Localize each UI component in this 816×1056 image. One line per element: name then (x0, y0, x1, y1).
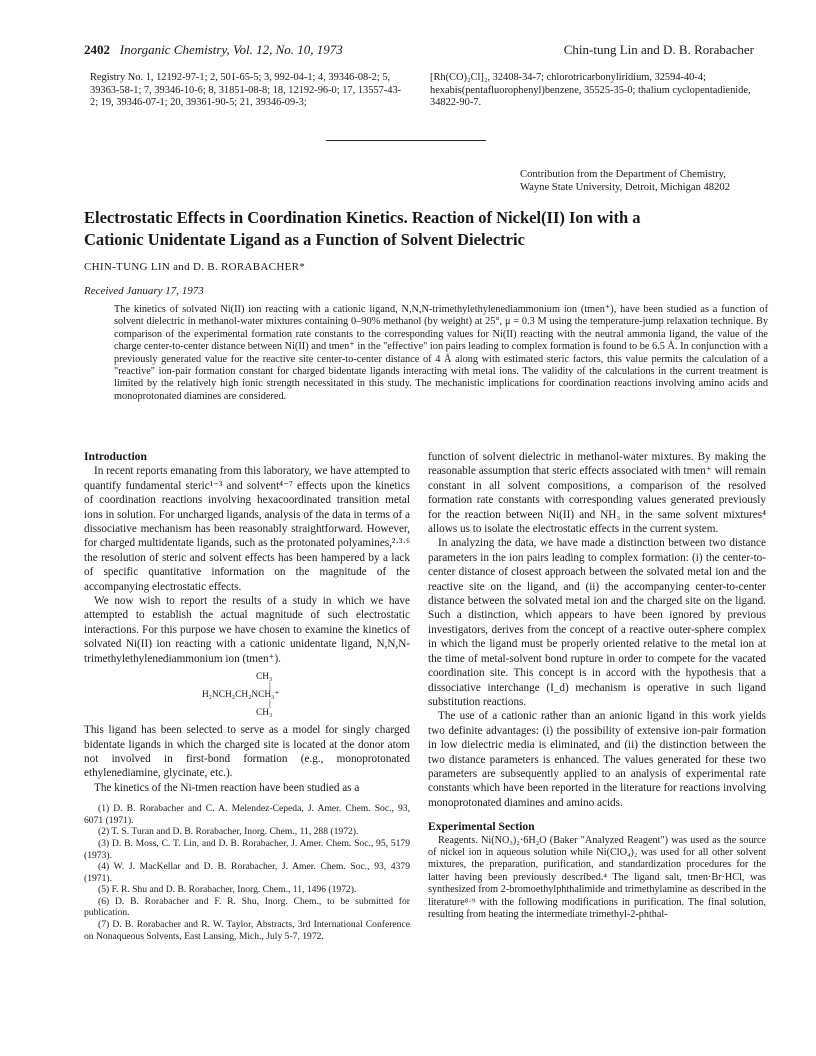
formula-main: H₂NCH₂CH₂NCH₃⁺ (202, 690, 280, 701)
intro-continued-paragraph: function of solvent dielectric in methanol-water mixtures. By making the reasonable assumption that steric effects associated with tmen⁺ will remain constant in all solvent compositions, a comparison of the resolved formation rate constants with corresponding values generated previously for the reaction between Ni(II) and NH₃ in the same solvent mixtures⁴ allows us to isolate the electrostatic effects in the current system. (428, 451, 766, 536)
contribution-line-2: Wayne State University, Detroit, Michigan 48202 (520, 182, 730, 193)
experimental-heading: Experimental Section (428, 820, 535, 834)
reference-2: (2) T. S. Turan and D. B. Rorabacher, Inorg. Chem., 11, 288 (1972). (98, 826, 359, 838)
journal-citation: Inorganic Chemistry, Vol. 12, No. 10, 1973 (119, 42, 343, 57)
right-column (428, 450, 766, 921)
page-number: 2402 (84, 42, 110, 57)
left-column (84, 450, 410, 942)
formula-bond-top: | (269, 681, 271, 692)
running-authors: Chin-tung Lin and D. B. Rorabacher (563, 42, 754, 57)
reference-6: (6) D. B. Rorabacher and F. R. Shu, Inorg. Chem., to be submitted for publication. (84, 895, 410, 919)
reference-7: (7) D. B. Rorabacher and R. W. Taylor, Abstracts, 3rd International Conference on Nonaqueous Solvents, East Lansing, Mich., July 5-7, 1972. (84, 919, 410, 942)
abstract: The kinetics of solvated Ni(II) ion reacting with a cationic ligand, N,N,N-trimethylethylenediammonium ion (tmen⁺), have been studied as a function of solvent dielectric in methanol-water mixtures containing 0–90% methanol (by weight) at 25°, μ = 0.3 M using the temperature-jump relaxation technique. By comparison of the experimental formation rate constants to the corresponding values for Ni(II) reacting with the neutral ammonia ligand, the value of the charge center-to-center distance between Ni(II) and tmen⁺ in the "effective" ion pairs leading to complex formation is found to be 6.5 Å. In conjunction with a previously generated value for the reactive site center-to-center distance of 4 Å along with estimated steric factors, this value permits the calculation of a "reactive" ion-pair formation constant for charged bidentate ligands interacting with metal ions. The validity of the calculations in the current treatment is limited by the relatively high ionic strength necessitated in this study. The mechanistic implications for coordination reactions involving amino acids and monoprotonated diamines are considered. (114, 304, 768, 402)
article-authors: CHIN-TUNG LIN and D. B. RORABACHER* (84, 261, 306, 273)
reagents-paragraph: Reagents. Ni(NO₃)₂·6H₂O (Baker "Analyzed Reagent") was used as the source of nickel ion in aqueous solution while Ni(ClO₄)₂ was used for all other solvent mixtures, the preparation, purification, and standardization procedures for the latter having been previously described.⁴ The ligand salt, tmen·Br·HCl, was synthesized from 2-bromoethylphthalimide and trimethylamine as described in the literature⁸·⁹ with the following modifications in purification. The final solution, resulting from heating the intermediate trimethyl-2-phthal- (428, 834, 766, 920)
formula-methyl-top: CH₃ (256, 672, 273, 683)
introduction-heading: Introduction (84, 450, 147, 463)
intro-paragraph-6: The use of a cationic rather than an anionic ligand in this work yields two definite advantages: (i) the possibility of extensive ion-pair formation in low dielectric media is eliminated, and (ii) the distinction between the two distance parameters is enhanced. The values generated for these two parameters are subsequently applied to an analysis of experimental rate constants which have been reported in the literature for reactions involving monoprotonated diamines and amino acids. (428, 710, 766, 809)
contribution-line-1: Contribution from the Department of Chemistry, (520, 169, 726, 180)
intro-paragraph-3: This ligand has been selected to serve as a model for singly charged bidentate ligands in which the charged site is located at the donor atom not involved in first-bond formation (e.g., monoprotonated ethylenediamine, glycinate, etc.). (84, 724, 410, 780)
intro-paragraph-4: The kinetics of the Ni-tmen reaction have been studied as a (94, 781, 360, 794)
reference-5: (5) F. R. Shu and D. B. Rorabacher, Inorg. Chem., 11, 1496 (1972). (98, 884, 357, 896)
running-header (84, 42, 754, 60)
title-line-2: Cationic Unidentate Ligand as a Function of Solvent Dielectric (84, 230, 525, 249)
registry-numbers-left: Registry No. 1, 12192-97-1; 2, 501-65-5; 3, 992-04-1; 4, 39346-08-2; 5, 39363-58-1; 7, 39346-10-6; 8, 31851-08-8; 18, 12192-96-0; 17, 13557-43-2; 19, 39346-07-1; 20, 39361-90-5; 21, 39346-09-3; (90, 72, 402, 109)
intro-paragraph-2: We now wish to report the results of a study in which we have attempted to establish the actual magnitude of such electrostatic interactions. For this purpose we have chosen to examine the kinetics of solvated Ni(II) ion reacting with a cationic unidentate ligand, N,N,N-trimethylethylenediammonium ion (tmen⁺). (84, 595, 410, 665)
formula-methyl-bottom: CH₃ (256, 708, 273, 719)
reference-1: (1) D. B. Rorabacher and C. A. Melendez-Cepeda, J. Amer. Chem. Soc., 93, 6071 (1971). (84, 803, 410, 826)
reference-4: (4) W. J. MacKellar and D. B. Rorabacher, J. Amer. Chem. Soc., 93, 4379 (1971). (84, 861, 410, 884)
registry-numbers-right: [Rh(CO)₂Cl]₂, 32408-34-7; chlorotricarbonyliridium, 32594-40-4; hexabis(pentafluorophenyl)benzene, 35525-35-0; thalium cyclopentadienide, 34822-90-7. (430, 72, 751, 109)
title-line-1: Electrostatic Effects in Coordination Kinetics. Reaction of Nickel(II) Ion with a (84, 208, 641, 227)
section-divider (326, 140, 486, 141)
formula-bond-bottom: | (269, 699, 271, 710)
received-date: Received January 17, 1973 (84, 285, 204, 297)
contribution-note (520, 168, 730, 194)
intro-paragraph-5: In analyzing the data, we have made a distinction between two distance parameters in the ion pairs leading to complex formation: (i) the center-to-center distance of closest approach between the solvated metal ion and the reactive site on the ligand, and (ii) the accompanying center-to-center distance between the solvated metal ion and the charged site on the ligand. Such a distinction, which appears to have been ignored by previous investigators, derives from the concept of a reactive outer-sphere complex in which the ligand must be properly oriented relative to the metal ion at the time of metal-solvent bond rupture in order to compete for the vacated coordination site. This concept is in accord with the hypothesis that a dissociative interchange (I_d) mechanism is operative in such ligand substitution reactions. (428, 537, 766, 708)
references (84, 803, 410, 942)
tmen-structure (84, 672, 410, 719)
article-title (84, 207, 764, 251)
reference-3: (3) D. B. Moss, C. T. Lin, and D. B. Rorabacher, J. Amer. Chem. Soc., 95, 5179 (1973). (84, 837, 410, 861)
intro-paragraph-1: In recent reports emanating from this laboratory, we have attempted to quantify fundamental steric¹⁻³ and solvent⁴⁻⁷ effects upon the kinetics of coordination reactions involving hexacoordinated transition metal ions in solution. For uncharged ligands, analysis of the data in terms of a dissociative mechanism has been reasonably straightforward. However, for charged multidentate ligands, such as the protonated polyamines,²·³·⁶ the resolution of steric and solvent effects has been hampered by a lack of specific quantitative information on the magnitude of the accompanying electrostatic effects. (84, 465, 410, 593)
